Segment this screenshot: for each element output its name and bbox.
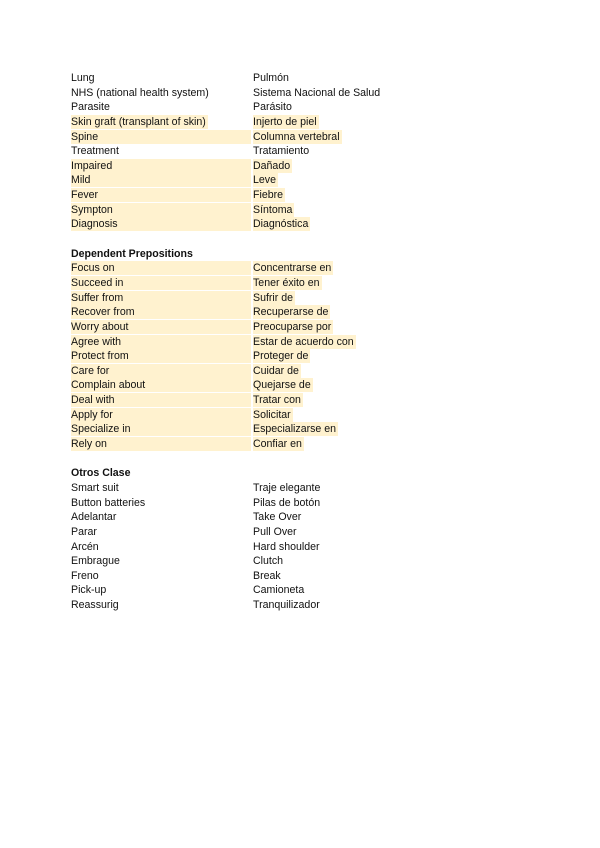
english-term: Apply for <box>71 408 251 422</box>
english-term: Suffer from <box>71 291 251 305</box>
spanish-translation: Tener éxito en <box>253 276 320 289</box>
vocab-row <box>71 393 531 408</box>
spanish-translation: Break <box>253 569 281 582</box>
english-term: Skin graft (transplant of skin) <box>71 115 206 128</box>
spanish-translation: Síntoma <box>253 203 293 216</box>
vocab-row <box>71 86 531 101</box>
spanish-translation: Pull Over <box>253 525 297 538</box>
spanish-translation: Pulmón <box>253 72 289 84</box>
english-term: Agree with <box>71 335 251 349</box>
english-term: Parasite <box>71 101 110 114</box>
vocab-row <box>71 276 531 291</box>
english-term: Diagnosis <box>71 217 251 231</box>
spanish-translation: Estar de acuerdo con <box>253 335 354 348</box>
english-term: Adelantar <box>71 511 117 524</box>
english-term: Recover from <box>71 305 251 319</box>
vocab-row <box>71 217 531 232</box>
english-term: Lung <box>71 72 95 84</box>
spanish-translation: Diagnóstica <box>253 218 309 231</box>
english-term: Pick-up <box>71 584 107 597</box>
vocab-row <box>71 349 531 364</box>
spanish-translation: Sistema Nacional de Salud <box>253 86 381 99</box>
spanish-translation: Hard shoulder <box>253 540 320 553</box>
spanish-translation: Solicitar <box>253 408 291 421</box>
vocab-row <box>71 554 531 569</box>
spanish-translation: Especializarse en <box>253 423 337 436</box>
spanish-translation: Cuidar de <box>253 364 299 377</box>
section-heading-dependent-prepositions: Dependent Prepositions <box>71 247 193 260</box>
vocab-row <box>71 203 531 218</box>
spanish-translation: Tratamiento <box>253 145 310 158</box>
vocab-row <box>71 496 531 511</box>
english-term: Reassurig <box>71 599 119 612</box>
spanish-translation: Preocuparse por <box>253 320 332 333</box>
english-term: Sympton <box>71 203 251 217</box>
spanish-translation: Proteger de <box>253 350 309 363</box>
vocab-row <box>71 598 531 613</box>
english-term: Parar <box>71 525 97 538</box>
spanish-translation: Dañado <box>253 159 291 172</box>
spanish-translation: Sufrir de <box>253 291 294 304</box>
vocab-row <box>71 188 531 203</box>
medical-vocabulary-section <box>71 71 531 232</box>
vocab-row <box>71 320 531 335</box>
spanish-translation: Tratar con <box>253 394 301 407</box>
spanish-translation: Concentrarse en <box>253 262 332 275</box>
english-term: Mild <box>71 173 251 187</box>
vocab-row <box>71 378 531 393</box>
dependent-prepositions-section <box>71 261 531 451</box>
vocab-row <box>71 305 531 320</box>
section-heading-otros-clase: Otros Clase <box>71 467 131 480</box>
spanish-translation: Confiar en <box>253 438 302 451</box>
english-term: Impaired <box>71 159 251 173</box>
english-term: Focus on <box>71 261 251 275</box>
spanish-translation: Camioneta <box>253 584 305 597</box>
spanish-translation: Fiebre <box>253 189 284 202</box>
spanish-translation: Parásito <box>253 101 292 114</box>
blank-row <box>71 452 531 467</box>
vocab-row <box>71 173 531 188</box>
english-term: NHS (national health system) <box>71 86 209 99</box>
vocab-row <box>71 335 531 350</box>
english-term: Arcén <box>71 540 99 553</box>
english-term: Smart suit <box>71 481 119 494</box>
english-term: Embrague <box>71 555 120 568</box>
vocab-row <box>71 583 531 598</box>
vocab-row <box>71 159 531 174</box>
spanish-translation: Injerto de piel <box>253 115 317 128</box>
vocab-row <box>71 437 531 452</box>
vocab-row <box>71 100 531 115</box>
vocab-row <box>71 291 531 306</box>
english-term: Protect from <box>71 349 251 363</box>
vocab-row <box>71 115 531 130</box>
spanish-translation: Tranquilizador <box>253 599 320 612</box>
vocab-row <box>71 261 531 276</box>
spanish-translation: Clutch <box>253 555 284 568</box>
vocab-row <box>71 525 531 540</box>
vocab-row <box>71 364 531 379</box>
english-term: Deal with <box>71 393 251 407</box>
spanish-translation: Recuperarse de <box>253 306 329 319</box>
english-term: Care for <box>71 364 251 378</box>
spanish-translation: Columna vertebral <box>253 130 340 143</box>
english-term: Freno <box>71 569 99 582</box>
english-term: Succeed in <box>71 276 251 290</box>
vocab-row <box>71 71 531 86</box>
spanish-translation: Leve <box>253 174 276 187</box>
english-term: Worry about <box>71 320 251 334</box>
vocab-row <box>71 144 531 159</box>
english-term: Rely on <box>71 437 251 451</box>
english-term: Spine <box>71 130 251 144</box>
vocab-row <box>71 408 531 423</box>
english-term: Button batteries <box>71 496 146 509</box>
blank-row <box>71 232 531 247</box>
english-term: Fever <box>71 188 251 202</box>
vocab-row <box>71 130 531 145</box>
spanish-translation: Take Over <box>253 511 302 524</box>
vocab-row <box>71 481 531 496</box>
vocab-row <box>71 422 531 437</box>
vocab-row <box>71 540 531 555</box>
vocab-row <box>71 510 531 525</box>
vocab-row <box>71 569 531 584</box>
spanish-translation: Pilas de botón <box>253 496 321 509</box>
spanish-translation: Quejarse de <box>253 379 311 392</box>
vocabulary-sheet <box>71 71 531 613</box>
otros-clase-section <box>71 481 531 613</box>
english-term: Specialize in <box>71 422 251 436</box>
english-term: Complain about <box>71 378 251 392</box>
spanish-translation: Traje elegante <box>253 481 321 494</box>
english-term: Treatment <box>71 145 119 158</box>
